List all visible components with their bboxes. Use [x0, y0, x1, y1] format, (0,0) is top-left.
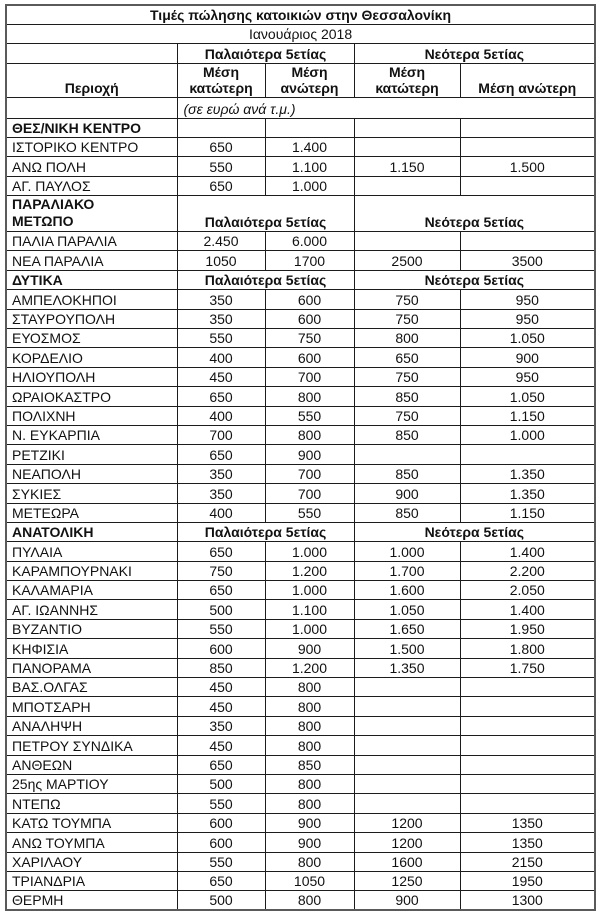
old-low-cell: 750 — [177, 561, 265, 580]
empty-cell — [265, 118, 354, 137]
old-low-cell: 850 — [177, 658, 265, 677]
old-low-cell: 2.450 — [177, 232, 265, 251]
new-high-cell — [460, 137, 595, 156]
new-low-cell: 1.700 — [354, 561, 460, 580]
title-row — [6, 5, 595, 24]
old-high-cell: 1.000 — [265, 542, 354, 561]
old-low-cell: 400 — [177, 348, 265, 367]
old-low-cell: 650 — [177, 176, 265, 195]
new-high-cell: 1300 — [460, 891, 595, 910]
table-row — [6, 542, 595, 561]
old-low-cell: 650 — [177, 581, 265, 600]
new-high-cell: 1.750 — [460, 658, 595, 677]
old-low-cell: 500 — [177, 600, 265, 619]
old-low-cell: 550 — [177, 794, 265, 813]
old-high-cell: 1.000 — [265, 581, 354, 600]
old-high-cell: 900 — [265, 813, 354, 832]
section-group-new-label: Νεότερα 5ετίας — [354, 270, 595, 289]
area-cell: ΝΕΑΠΟΛΗ — [6, 464, 177, 483]
table-row — [6, 445, 595, 464]
table-row — [6, 716, 595, 735]
old-high-cell: 750 — [265, 329, 354, 348]
new-low-cell: 1.050 — [354, 600, 460, 619]
old-low-cell: 450 — [177, 678, 265, 697]
old-low-cell: 650 — [177, 542, 265, 561]
table-row — [6, 794, 595, 813]
area-cell: ΚΗΦΙΣΙΑ — [6, 639, 177, 658]
section-group-old-label: Παλαιότερα 5ετίας — [177, 270, 354, 289]
group-old-header: Παλαιότερα 5ετίας — [177, 43, 354, 63]
group-header-row — [6, 43, 595, 63]
old-low-cell: 600 — [177, 639, 265, 658]
table-row — [6, 600, 595, 619]
table-row — [6, 678, 595, 697]
table-row — [6, 464, 595, 483]
new-high-column-header: Μέση ανώτερη — [460, 63, 595, 97]
old-high-cell: 1.400 — [265, 137, 354, 156]
new-high-cell: 1.400 — [460, 542, 595, 561]
old-high-cell: 850 — [265, 755, 354, 774]
old-low-cell: 350 — [177, 716, 265, 735]
area-cell: ΠΑΛΙΑ ΠΑΡΑΛΙΑ — [6, 232, 177, 251]
table-row — [6, 232, 595, 251]
new-high-cell: 950 — [460, 367, 595, 386]
old-low-cell: 650 — [177, 445, 265, 464]
old-high-cell: 1.000 — [265, 619, 354, 638]
table-row — [6, 176, 595, 195]
new-low-cell: 750 — [354, 309, 460, 328]
old-low-cell: 550 — [177, 157, 265, 176]
new-high-cell: 1.150 — [460, 503, 595, 522]
new-high-cell: 2.200 — [460, 561, 595, 580]
new-high-cell: 1.800 — [460, 639, 595, 658]
new-low-cell: 750 — [354, 290, 460, 309]
old-high-column-header: Μέση ανώτερη — [265, 63, 354, 97]
old-low-cell: 350 — [177, 464, 265, 483]
new-low-cell — [354, 736, 460, 755]
old-high-cell: 600 — [265, 309, 354, 328]
old-high-cell: 800 — [265, 891, 354, 910]
new-high-cell: 1.350 — [460, 484, 595, 503]
old-high-cell: 1.100 — [265, 157, 354, 176]
old-high-cell: 700 — [265, 464, 354, 483]
area-cell: ΑΝΘΕΩΝ — [6, 755, 177, 774]
old-low-cell: 350 — [177, 290, 265, 309]
area-cell: ΧΑΡΙΛΑΟΥ — [6, 852, 177, 871]
new-high-cell: 2150 — [460, 852, 595, 871]
old-low-cell: 650 — [177, 755, 265, 774]
old-high-cell: 1.200 — [265, 561, 354, 580]
new-low-cell — [354, 716, 460, 735]
section-name: ΑΝΑΤΟΛΙΚΗ — [12, 524, 94, 541]
area-cell: ΗΛΙΟΥΠΟΛΗ — [6, 367, 177, 386]
table-row — [6, 503, 595, 522]
old-low-cell: 400 — [177, 406, 265, 425]
table-row — [6, 852, 595, 871]
table-row — [6, 157, 595, 176]
old-low-cell: 450 — [177, 736, 265, 755]
new-low-cell: 2500 — [354, 251, 460, 270]
new-high-cell — [460, 697, 595, 716]
section-name-cell — [6, 522, 177, 541]
new-low-cell: 1.350 — [354, 658, 460, 677]
new-low-cell — [354, 137, 460, 156]
old-high-cell: 900 — [265, 639, 354, 658]
new-high-cell — [460, 678, 595, 697]
new-high-cell — [460, 716, 595, 735]
new-high-cell — [460, 176, 595, 195]
area-cell: ΣΥΚΙΕΣ — [6, 484, 177, 503]
section-name-cell — [6, 270, 177, 289]
table-row — [6, 425, 595, 444]
new-low-cell: 1.150 — [354, 157, 460, 176]
table-row — [6, 871, 595, 890]
section-group-new-label: Νεότερα 5ετίας — [354, 522, 595, 541]
new-high-cell: 1.050 — [460, 387, 595, 406]
new-high-cell: 3500 — [460, 251, 595, 270]
area-cell: ΒΑΣ.ΟΛΓΑΣ — [6, 678, 177, 697]
table-row — [6, 309, 595, 328]
old-low-cell: 650 — [177, 387, 265, 406]
area-cell: ΡΕΤΖΙΚΙ — [6, 445, 177, 464]
table-row — [6, 581, 595, 600]
subtitle-row — [6, 24, 595, 43]
new-high-cell: 900 — [460, 348, 595, 367]
new-low-cell — [354, 697, 460, 716]
old-low-cell: 650 — [177, 871, 265, 890]
section-group-new-label: Νεότερα 5ετίας — [354, 196, 595, 232]
section-header-row — [6, 196, 595, 232]
section-header-row — [6, 118, 595, 137]
area-cell: ΑΓ. ΠΑΥΛΟΣ — [6, 176, 177, 195]
area-cell: ΜΕΤΕΩΡΑ — [6, 503, 177, 522]
old-high-cell: 800 — [265, 775, 354, 794]
table-row — [6, 367, 595, 386]
old-low-cell: 350 — [177, 309, 265, 328]
table-row — [6, 658, 595, 677]
new-low-cell: 850 — [354, 387, 460, 406]
old-low-cell: 650 — [177, 137, 265, 156]
old-low-cell: 600 — [177, 813, 265, 832]
new-low-cell — [354, 232, 460, 251]
new-high-cell: 1.950 — [460, 619, 595, 638]
table-row — [6, 329, 595, 348]
area-cell: ΣΤΑΥΡΟΥΠΟΛΗ — [6, 309, 177, 328]
new-high-cell — [460, 755, 595, 774]
table-row — [6, 813, 595, 832]
old-high-cell: 800 — [265, 678, 354, 697]
table-row — [6, 290, 595, 309]
new-low-cell — [354, 176, 460, 195]
area-column-header: Περιοχή — [6, 63, 177, 97]
table-row — [6, 891, 595, 910]
new-high-cell: 1.350 — [460, 464, 595, 483]
new-low-cell — [354, 678, 460, 697]
area-cell: ΑΝΩ ΠΟΛΗ — [6, 157, 177, 176]
new-low-column-header: Μέση κατώτερη — [354, 63, 460, 97]
new-low-cell: 850 — [354, 464, 460, 483]
old-high-cell: 800 — [265, 697, 354, 716]
old-high-cell: 600 — [265, 290, 354, 309]
area-cell: ΝΤΕΠΩ — [6, 794, 177, 813]
old-high-cell: 800 — [265, 852, 354, 871]
new-high-cell: 1.050 — [460, 329, 595, 348]
old-high-cell: 900 — [265, 833, 354, 852]
table-row — [6, 387, 595, 406]
units-row — [6, 97, 595, 118]
empty-cell — [354, 118, 460, 137]
section-header-row — [6, 270, 595, 289]
table-subtitle: Ιανουάριος 2018 — [6, 24, 595, 43]
area-cell: ΩΡΑΙΟΚΑΣΤΡΟ — [6, 387, 177, 406]
table-row — [6, 406, 595, 425]
old-low-cell: 450 — [177, 697, 265, 716]
new-low-cell: 1600 — [354, 852, 460, 871]
table-row — [6, 775, 595, 794]
units-label: (σε ευρώ ανά τ.μ.) — [177, 97, 595, 118]
old-high-cell: 600 — [265, 348, 354, 367]
old-low-cell: 500 — [177, 891, 265, 910]
empty-cell — [177, 118, 265, 137]
old-high-cell: 700 — [265, 484, 354, 503]
new-low-cell: 1250 — [354, 871, 460, 890]
new-low-cell: 650 — [354, 348, 460, 367]
new-low-cell: 1.650 — [354, 619, 460, 638]
area-cell: ΠΟΛΙΧΝΗ — [6, 406, 177, 425]
table-row — [6, 639, 595, 658]
table-row — [6, 348, 595, 367]
new-low-cell: 750 — [354, 406, 460, 425]
old-high-cell: 900 — [265, 445, 354, 464]
section-name-cell — [6, 196, 177, 232]
area-cell: ΠΕΤΡΟΥ ΣΥΝΔΙΚΑ — [6, 736, 177, 755]
area-cell: 25ης ΜΑΡΤΙΟΥ — [6, 775, 177, 794]
old-high-cell: 800 — [265, 387, 354, 406]
group-new-header: Νεότερα 5ετίας — [354, 43, 595, 63]
area-cell: ΚΑΤΩ ΤΟΥΜΠΑ — [6, 813, 177, 832]
table-row — [6, 833, 595, 852]
old-low-cell: 500 — [177, 775, 265, 794]
old-high-cell: 1.200 — [265, 658, 354, 677]
new-low-cell: 1.600 — [354, 581, 460, 600]
new-low-cell: 1.000 — [354, 542, 460, 561]
section-name: ΘΕΣ/ΝΙΚΗ ΚΕΝΤΡΟ — [12, 119, 141, 136]
old-high-cell: 1700 — [265, 251, 354, 270]
area-cell: ΒΥΖΑΝΤΙΟ — [6, 619, 177, 638]
new-high-cell — [460, 794, 595, 813]
area-cell: ΤΡΙΑΝΔΡΙΑ — [6, 871, 177, 890]
new-low-cell: 1200 — [354, 833, 460, 852]
old-low-cell: 600 — [177, 833, 265, 852]
new-low-cell — [354, 775, 460, 794]
new-low-cell: 800 — [354, 329, 460, 348]
old-low-cell: 1050 — [177, 251, 265, 270]
section-header-row — [6, 522, 595, 541]
area-cell: ΝΕΑ ΠΑΡΑΛΙΑ — [6, 251, 177, 270]
table-row — [6, 561, 595, 580]
table-row — [6, 137, 595, 156]
table-row — [6, 697, 595, 716]
area-cell: ΑΝΑΛΗΨΗ — [6, 716, 177, 735]
new-high-cell: 1.150 — [460, 406, 595, 425]
area-cell: ΠΑΝΟΡΑΜΑ — [6, 658, 177, 677]
price-table — [5, 4, 596, 911]
section-group-old-label: Παλαιότερα 5ετίας — [177, 196, 354, 232]
old-high-cell: 1050 — [265, 871, 354, 890]
new-low-cell: 750 — [354, 367, 460, 386]
new-high-cell — [460, 232, 595, 251]
section-group-old-label: Παλαιότερα 5ετίας — [177, 522, 354, 541]
area-cell: ΠΥΛΑΙΑ — [6, 542, 177, 561]
section-name-cell — [6, 118, 177, 137]
new-low-cell: 850 — [354, 503, 460, 522]
old-low-cell: 350 — [177, 484, 265, 503]
area-cell: ΘΕΡΜΗ — [6, 891, 177, 910]
new-high-cell: 1350 — [460, 833, 595, 852]
new-high-cell — [460, 775, 595, 794]
new-high-cell: 1.500 — [460, 157, 595, 176]
old-high-cell: 700 — [265, 367, 354, 386]
old-high-cell: 550 — [265, 406, 354, 425]
new-high-cell — [460, 736, 595, 755]
area-cell: ΑΓ. ΙΩΑΝΝΗΣ — [6, 600, 177, 619]
new-low-cell — [354, 794, 460, 813]
new-high-cell: 1350 — [460, 813, 595, 832]
old-low-cell: 700 — [177, 425, 265, 444]
old-low-cell: 550 — [177, 852, 265, 871]
old-low-cell: 450 — [177, 367, 265, 386]
old-low-cell: 550 — [177, 619, 265, 638]
area-cell: ΚΑΛΑΜΑΡΙΑ — [6, 581, 177, 600]
table-row — [6, 251, 595, 270]
old-low-cell: 550 — [177, 329, 265, 348]
old-high-cell: 800 — [265, 716, 354, 735]
new-high-cell — [460, 445, 595, 464]
section-name: ΠΑΡΑΛΙΑΚΟ ΜΕΤΩΠΟ — [12, 196, 95, 230]
old-high-cell: 1.100 — [265, 600, 354, 619]
table-row — [6, 736, 595, 755]
area-cell: ΕΥΟΣΜΟΣ — [6, 329, 177, 348]
empty-cell — [6, 43, 177, 63]
new-high-cell: 1950 — [460, 871, 595, 890]
table-row — [6, 484, 595, 503]
area-cell: ΚΟΡΔΕΛΙΟ — [6, 348, 177, 367]
old-high-cell: 1.000 — [265, 176, 354, 195]
area-cell: ΙΣΤΟΡΙΚΟ ΚΕΝΤΡΟ — [6, 137, 177, 156]
area-cell: Ν. ΕΥΚΑΡΠΙΑ — [6, 425, 177, 444]
table-row — [6, 755, 595, 774]
new-low-cell: 900 — [354, 484, 460, 503]
new-low-cell — [354, 445, 460, 464]
column-header-row — [6, 63, 595, 97]
old-high-cell: 800 — [265, 794, 354, 813]
new-high-cell: 2.050 — [460, 581, 595, 600]
new-high-cell: 1.000 — [460, 425, 595, 444]
new-low-cell: 1.500 — [354, 639, 460, 658]
table-title: Τιμές πώλησης κατοικιών στην Θεσσαλονίκη — [6, 5, 595, 24]
old-high-cell: 550 — [265, 503, 354, 522]
old-high-cell: 6.000 — [265, 232, 354, 251]
empty-cell — [6, 97, 177, 118]
new-low-cell — [354, 755, 460, 774]
area-cell: ΜΠΟΤΣΑΡΗ — [6, 697, 177, 716]
empty-cell — [460, 118, 595, 137]
area-cell: ΑΜΠΕΛΟΚΗΠΟΙ — [6, 290, 177, 309]
new-low-cell: 900 — [354, 891, 460, 910]
new-high-cell: 950 — [460, 290, 595, 309]
area-cell: ΚΑΡΑΜΠΟΥΡΝΑΚΙ — [6, 561, 177, 580]
old-low-cell: 400 — [177, 503, 265, 522]
table-body — [6, 118, 595, 910]
table-header — [6, 5, 595, 118]
new-low-cell: 850 — [354, 425, 460, 444]
new-low-cell: 1200 — [354, 813, 460, 832]
new-high-cell: 1.400 — [460, 600, 595, 619]
table-row — [6, 619, 595, 638]
old-high-cell: 800 — [265, 736, 354, 755]
area-cell: ΑΝΩ ΤΟΥΜΠΑ — [6, 833, 177, 852]
section-name: ΔΥΤΙΚΑ — [12, 272, 63, 289]
old-low-column-header: Μέση κατώτερη — [177, 63, 265, 97]
new-high-cell: 950 — [460, 309, 595, 328]
old-high-cell: 800 — [265, 425, 354, 444]
